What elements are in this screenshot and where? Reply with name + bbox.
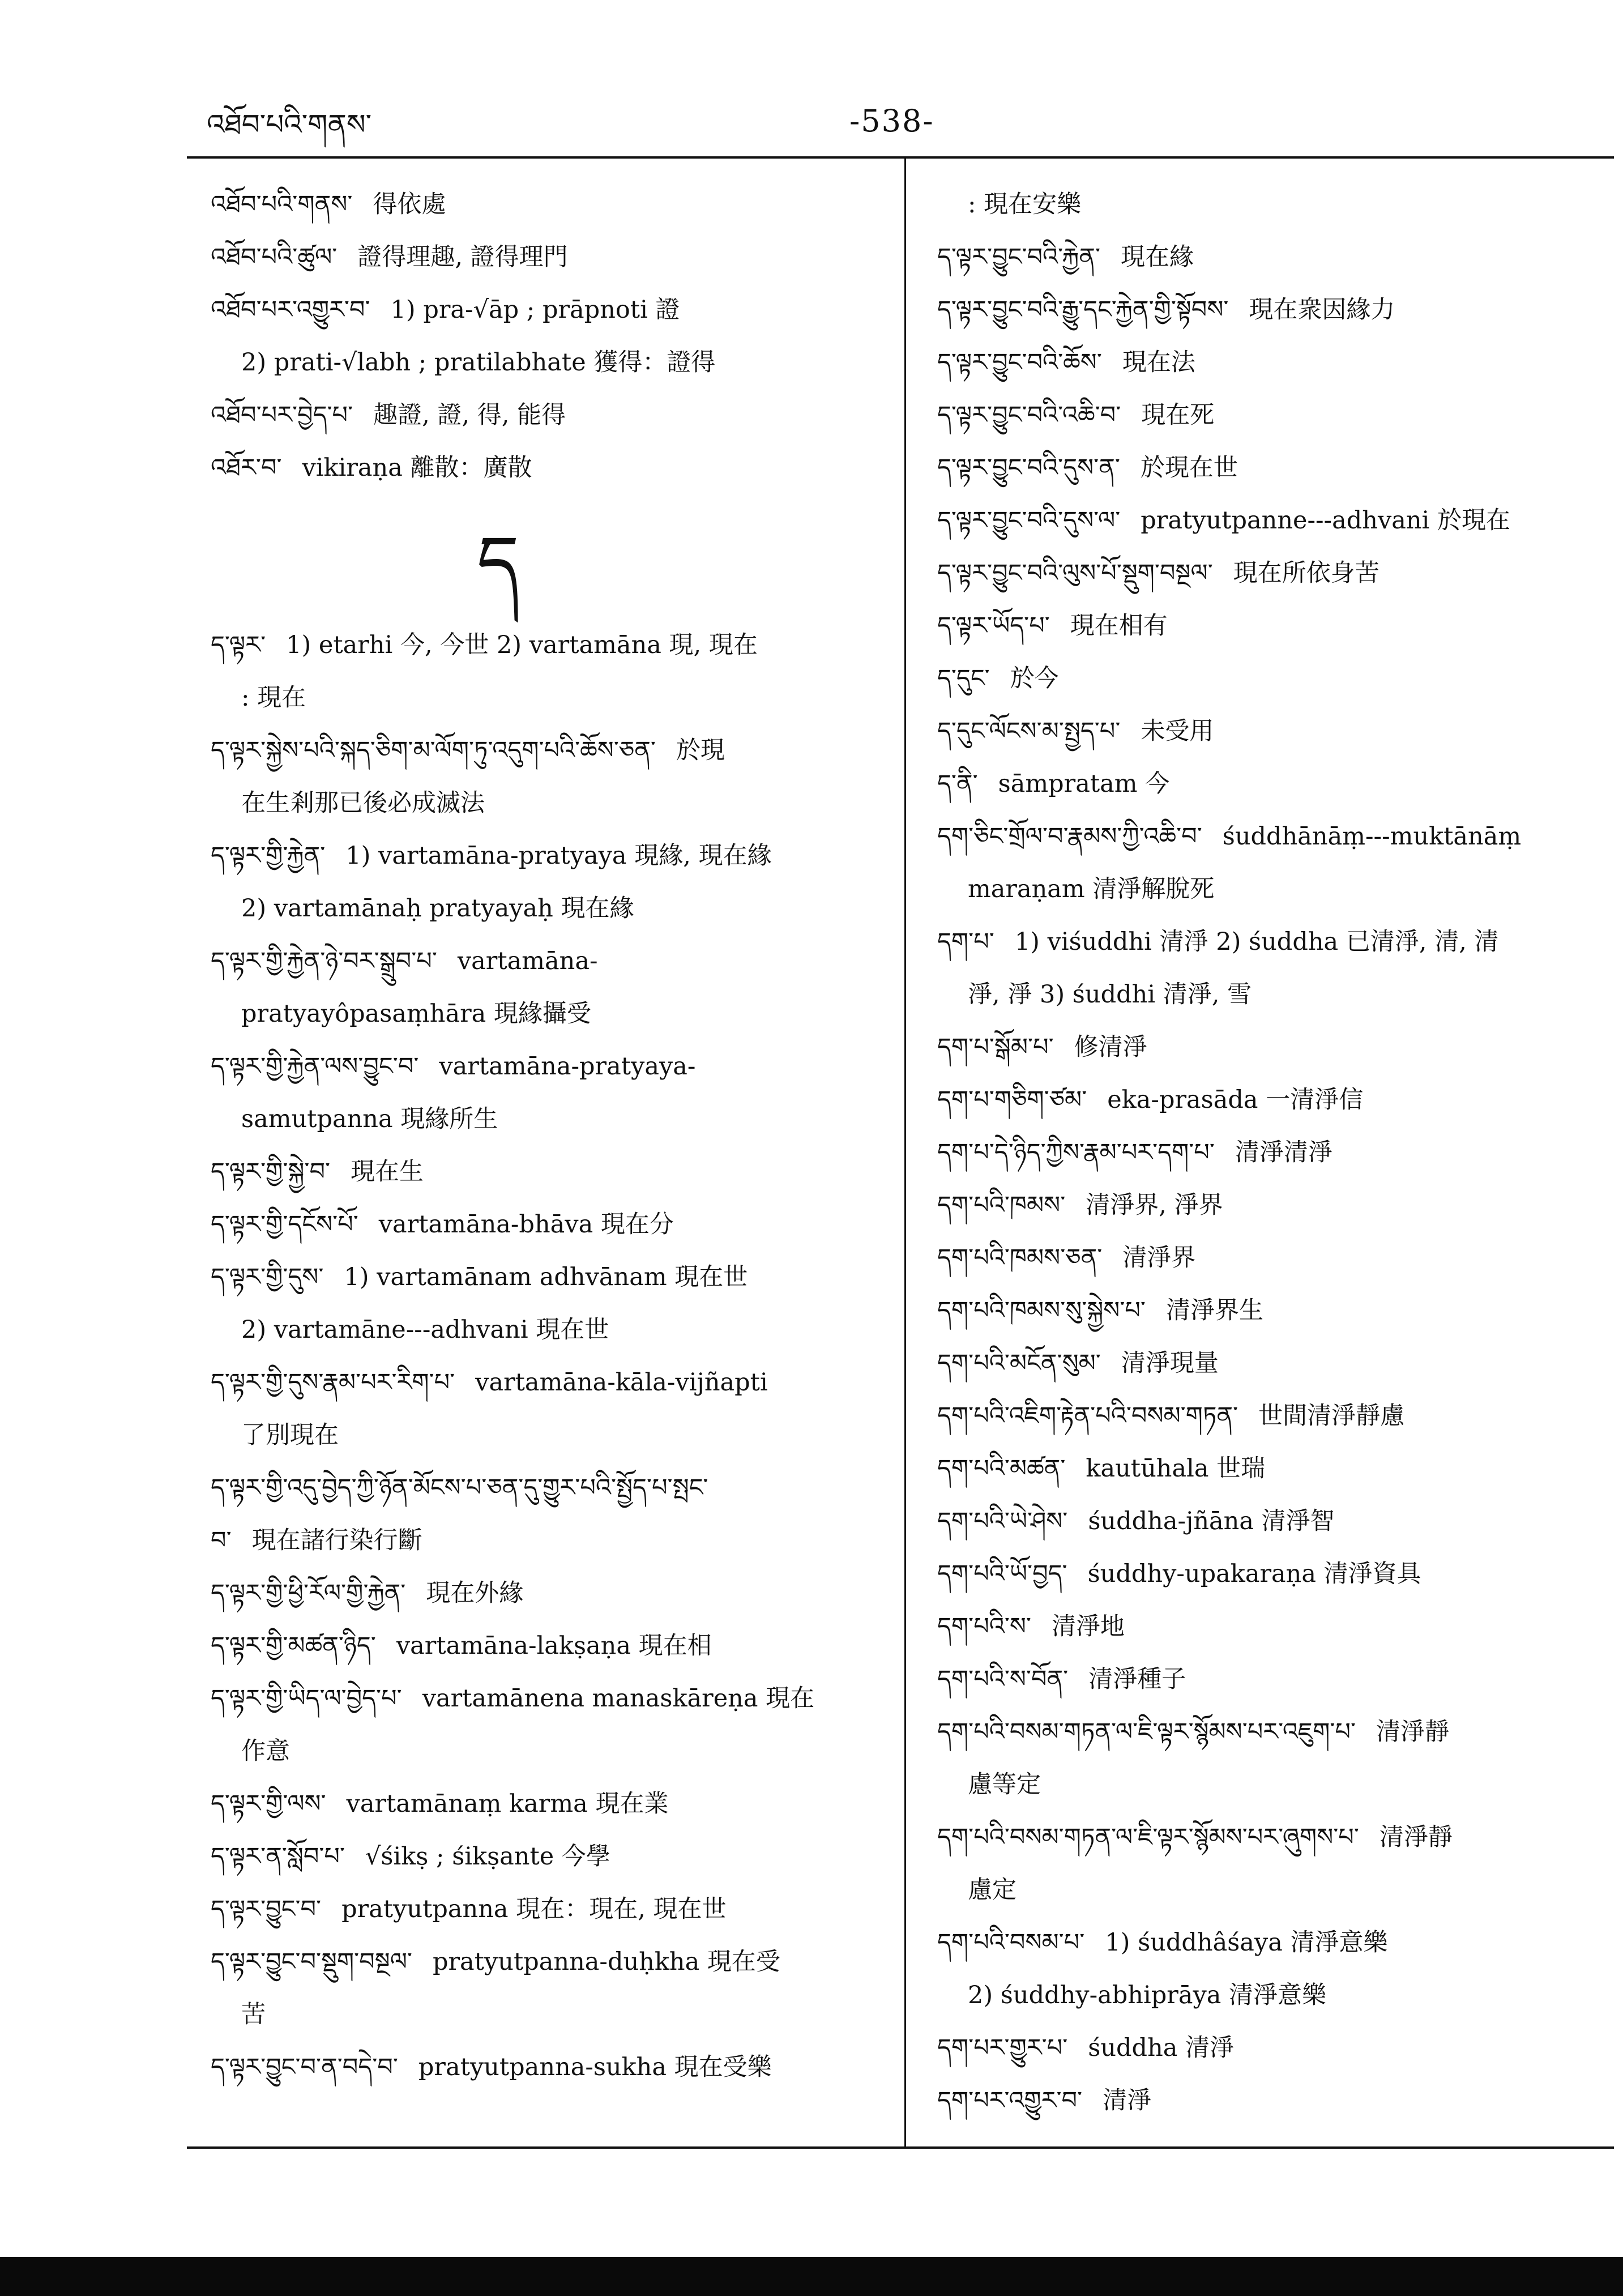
- tibetan-headword: ད་ལྟར་གྱི་རྐྱེན་ཉེ་བར་སྒྲུབ་པ་: [211, 947, 437, 975]
- dictionary-entry: [937, 389, 1608, 442]
- entry-continuation: [211, 336, 890, 389]
- entry-definition: 1) pra-√āp ; prāpnoti 證: [390, 296, 680, 324]
- tibetan-headword: འཐོབ་པའི་གནས་: [211, 190, 353, 219]
- tibetan-headword: ད་ལྟར་བྱུང་བའི་ཆོས་: [937, 348, 1102, 377]
- entry-definition: √śikṣ ; śikṣante 今學: [365, 1842, 610, 1871]
- right-column: [937, 178, 1608, 2127]
- dictionary-entry: [937, 1917, 1608, 1969]
- dictionary-entry: [937, 494, 1608, 547]
- tibetan-headword: དག་པའི་འཇིག་རྟེན་པའི་བསམ་གཏན་: [937, 1402, 1238, 1430]
- tibetan-headword: དག་པའི་ཁམས་སུ་སྐྱེས་པ་: [937, 1296, 1146, 1325]
- dictionary-entry: [937, 1232, 1608, 1284]
- entry-definition: 未受用: [1141, 717, 1214, 745]
- entry-definition: 在生剎那已後必成滅法: [241, 789, 485, 817]
- dictionary-entry: [937, 600, 1608, 652]
- dictionary-entry: [211, 1146, 890, 1198]
- entry-definition: 修清淨: [1074, 1033, 1147, 1061]
- dictionary-entry: [937, 2075, 1608, 2127]
- entry-definition: pratyayôpasaṃhāra 現緣攝受: [241, 1000, 591, 1028]
- tibetan-headword: དག་པའི་མཚན་: [937, 1454, 1066, 1483]
- entry-definition: 清淨界, 淨界: [1086, 1191, 1223, 1219]
- tibetan-headword: ད་ལྟར་གྱི་དུས་: [211, 1263, 324, 1291]
- section-letter: ད: [477, 519, 520, 605]
- tibetan-headword: ད་ལྟར་བྱུང་བ་སྡུག་བསྔལ་: [211, 1948, 412, 1976]
- entry-definition: vartamānaṃ karma 現在業: [346, 1790, 669, 1818]
- bottom-rule: [187, 2146, 1614, 2149]
- tibetan-headword: ད་ལྟར་སྐྱེས་པའི་སྐད་ཅིག་མ་ལོག་ཏུ་འདུག་པའི་ཆོས་ཅན་: [211, 736, 656, 765]
- entry-definition: pratyutpanna-sukha 現在受樂: [418, 2053, 772, 2081]
- entry-definition: vartamāna-pratyaya-: [439, 1052, 696, 1081]
- dictionary-entry: [211, 1778, 890, 1830]
- entry-definition: 淨, 淨 3) śuddhi 清淨, 雪: [968, 980, 1252, 1009]
- entry-definition: 1) vartamāna-pratyaya 現緣, 現在緣: [345, 842, 772, 870]
- top-rule: [187, 156, 1614, 159]
- tibetan-headword: དག་པའི་བསམ་པ་: [937, 1928, 1085, 1957]
- entry-continuation: [211, 1725, 890, 1778]
- dictionary-entry: [937, 1706, 1608, 1759]
- scan-edge-bar: [0, 2257, 1623, 2296]
- tibetan-headword: ད་ལྟར་གྱི་དངོས་པོ་: [211, 1210, 358, 1239]
- tibetan-headword: ད་ལྟར་གྱི་ཡིད་ལ་བྱེད་པ་: [211, 1684, 402, 1713]
- entry-definition: śuddhānāṃ---muktānāṃ: [1222, 822, 1522, 851]
- entry-definition: 慮等定: [968, 1770, 1041, 1799]
- entry-continuation: [211, 1304, 890, 1356]
- dictionary-entry: [937, 1443, 1608, 1495]
- tibetan-headword: དག་ཅིང་གྲོལ་བ་རྣམས་ཀྱི་འཆི་བ་: [937, 822, 1202, 851]
- entry-continuation: [937, 1759, 1608, 1811]
- dictionary-entry: [937, 705, 1608, 758]
- entry-definition: 清淨界: [1122, 1244, 1196, 1272]
- tibetan-headword: དག་པའི་ཡོ་བྱད་: [937, 1560, 1067, 1588]
- dictionary-entry: [937, 1074, 1608, 1126]
- entry-definition: 清淨界生: [1165, 1296, 1263, 1325]
- dictionary-entry: [211, 1356, 890, 1409]
- entry-definition: 趣證, 證, 得, 能得: [373, 401, 566, 429]
- dictionary-entry: [211, 1620, 890, 1672]
- entry-definition: pratyutpanna-duḥkha 現在受: [432, 1948, 780, 1976]
- dictionary-entry: [937, 1495, 1608, 1548]
- entry-definition: śuddha 清淨: [1088, 2034, 1235, 2062]
- dictionary-entry: [937, 284, 1608, 336]
- entry-definition: 清淨地: [1051, 1612, 1125, 1641]
- tibetan-headword: དག་པའི་བསམ་གཏན་ལ་ཇི་ལྟར་སྙོམས་པར་འཇུག་པ་: [937, 1718, 1356, 1746]
- entry-definition: 苦: [241, 2000, 266, 2029]
- tibetan-headword: ད་ལྟར་བྱུང་བའི་འཆི་བ་: [937, 401, 1121, 429]
- tibetan-headword: དག་པ་གཅིག་ཙམ་: [937, 1086, 1087, 1114]
- entry-definition: 於現: [676, 736, 725, 765]
- tibetan-headword: ད་ལྟར་གྱི་རྐྱེན་ལས་བྱུང་བ་: [211, 1052, 419, 1081]
- entry-definition: 清淨靜: [1379, 1823, 1453, 1851]
- dictionary-entry: [937, 1601, 1608, 1653]
- tibetan-headword: ད་ལྟར་གྱི་སྐྱེ་བ་: [211, 1158, 331, 1186]
- tibetan-headword: ད་ལྟར་གྱི་དུས་རྣམ་པར་རིག་པ་: [211, 1368, 455, 1397]
- dictionary-entry: [937, 1284, 1608, 1337]
- entry-definition: 清淨現量: [1121, 1349, 1219, 1377]
- entry-definition: 慮定: [968, 1876, 1016, 1904]
- entry-definition: 作意: [241, 1737, 290, 1765]
- entry-definition: 清淨靜: [1376, 1718, 1450, 1746]
- dictionary-entry: [211, 442, 890, 494]
- dictionary-entry: [211, 1462, 890, 1514]
- entry-definition: 現在相有: [1070, 612, 1168, 640]
- dictionary-entry: [211, 1936, 890, 1988]
- entry-definition: 現在諸行染行斷: [251, 1526, 422, 1555]
- dictionary-entry: [211, 724, 890, 777]
- dictionary-entry: [937, 1179, 1608, 1232]
- entry-definition: 於今: [1010, 664, 1059, 693]
- entry-continuation: [211, 988, 890, 1040]
- entry-definition: 現在外緣: [426, 1579, 524, 1607]
- entry-continuation: [211, 882, 890, 935]
- tibetan-headword: ད་ལྟར་བྱུང་བ་: [211, 1895, 322, 1923]
- tibetan-headword: དག་པའི་ཁམས་: [937, 1191, 1066, 1219]
- tibetan-headword: དག་པར་འགྱུར་བ་: [937, 2086, 1083, 2115]
- entry-definition: pratyutpanna 現在：現在, 現在世: [341, 1895, 727, 1923]
- dictionary-entry: [211, 830, 890, 882]
- entry-definition: 清淨: [1103, 2086, 1152, 2115]
- dictionary-entry: [211, 935, 890, 988]
- entry-definition: 2) vartamāne---adhvani 現在世: [241, 1316, 609, 1344]
- tibetan-headword: ད་ལྟར་བྱུང་བའི་དུས་ལ་: [937, 506, 1121, 535]
- entry-definition: 現在生: [351, 1158, 424, 1186]
- entry-definition: 現在死: [1141, 401, 1215, 429]
- tibetan-headword: འཐོབ་པར་འགྱུར་བ་: [211, 296, 370, 324]
- dictionary-entry: [211, 178, 890, 231]
- dictionary-entry: [211, 1830, 890, 1883]
- entry-definition: eka-prasāda 一清淨信: [1107, 1086, 1364, 1114]
- running-head: འཐོབ་པའི་གནས་: [207, 108, 372, 141]
- tibetan-headword: ད་ལྟར་ཡོད་པ་: [937, 612, 1050, 640]
- tibetan-headword: ད་ལྟར་: [211, 631, 266, 659]
- dictionary-entry: [211, 619, 890, 672]
- dictionary-entry: [211, 1883, 890, 1936]
- dictionary-entry: [937, 1811, 1608, 1864]
- entry-definition: 1) etarhi 今, 今世 2) vartamāna 現, 現在: [286, 631, 758, 659]
- entry-definition: vartamāna-lakṣaṇa 現在相: [396, 1632, 712, 1660]
- dictionary-entry: [937, 1390, 1608, 1443]
- column-divider: [904, 156, 906, 2146]
- tibetan-headword: དག་པ་སྒོམ་པ་: [937, 1033, 1054, 1061]
- tibetan-headword: འཐོབ་པའི་ཚུལ་: [211, 243, 338, 271]
- entry-definition: maraṇam 清淨解脫死: [968, 875, 1215, 903]
- entry-definition: pratyutpanne---adhvani 於現在: [1141, 506, 1510, 535]
- entry-continuation: [937, 968, 1608, 1021]
- tibetan-headword: དག་པའི་ས་: [937, 1612, 1031, 1641]
- entry-definition: 世間清淨靜慮: [1258, 1402, 1405, 1430]
- entry-definition: 得依處: [373, 190, 446, 219]
- entry-definition: samutpanna 現緣所生: [241, 1105, 498, 1133]
- entry-continuation: [211, 1093, 890, 1146]
- dictionary-entry: [937, 1021, 1608, 1074]
- tibetan-headword: འཐོར་བ་: [211, 454, 282, 482]
- tibetan-headword: ད་ལྟར་བྱུང་བའི་ལུས་པོ་སྡུག་བསྔལ་: [937, 559, 1213, 587]
- tibetan-headword: ད་ལྟར་གྱི་འདུ་བྱེད་ཀྱི་ཉོན་མོངས་པ་ཅན་དུ་གྱུར་པའི་སྤྱོད་པ་སྤང་: [211, 1474, 708, 1502]
- entry-definition: 2) prati-√labh ; pratilabhate 獲得：證得: [241, 348, 716, 377]
- entry-definition: sāmpratam 今: [998, 770, 1170, 798]
- tibetan-headword: དག་པར་གྱུར་པ་: [937, 2034, 1068, 2062]
- tibetan-headword: དག་པའི་ས་བོན་: [937, 1665, 1069, 1693]
- entry-definition: 現在所依身苦: [1233, 559, 1379, 587]
- entry-definition: śuddhy-upakaraṇa 清淨資具: [1087, 1560, 1421, 1588]
- tibetan-headword: དག་པའི་ཡེ་ཤེས་: [937, 1507, 1068, 1535]
- dictionary-entry: [937, 652, 1608, 705]
- entry-definition: 1) vartamānam adhvānam 現在世: [344, 1263, 748, 1291]
- entry-definition: 了別現在: [241, 1421, 339, 1449]
- entry-continuation: [937, 178, 1608, 231]
- entry-definition: vikiraṇa 離散：廣散: [302, 454, 532, 482]
- entry-continuation: [211, 672, 890, 724]
- tibetan-headword: དག་པ་དེ་ཉིད་ཀྱིས་རྣམ་པར་དག་པ་: [937, 1138, 1215, 1167]
- entry-definition: 清淨種子: [1088, 1665, 1186, 1693]
- tibetan-headword: ད་ལྟར་གྱི་རྐྱེན་: [211, 842, 326, 870]
- entry-definition: 1) śuddhâśaya 清淨意樂: [1105, 1928, 1388, 1957]
- entry-definition: vartamāna-bhāva 現在分: [378, 1210, 674, 1239]
- tibetan-headword: ད་ལྟར་བྱུང་བའི་རྐྱེན་: [937, 243, 1101, 271]
- dictionary-entry: [937, 810, 1608, 863]
- tibetan-headword: དག་པ་: [937, 928, 994, 956]
- entry-definition: 1) viśuddhi 清淨 2) śuddha 已清淨, 清, 清: [1014, 928, 1499, 956]
- tibetan-headword: འཐོབ་པར་བྱེད་པ་: [211, 401, 353, 429]
- dictionary-entry: [937, 547, 1608, 600]
- dictionary-entry: [937, 336, 1608, 389]
- dictionary-entry: [937, 1548, 1608, 1601]
- dictionary-entry: [211, 1514, 890, 1567]
- tibetan-headword: ད་ལྟར་བྱུང་བའི་རྒྱུ་དང་རྐྱེན་གྱི་སྟོབས་: [937, 296, 1229, 324]
- entry-definition: 清淨清淨: [1235, 1138, 1332, 1167]
- entry-continuation: [937, 1864, 1608, 1917]
- entry-definition: 現在法: [1122, 348, 1195, 377]
- entry-definition: 於現在世: [1140, 454, 1238, 482]
- tibetan-headword: ད་ལྟར་བྱུང་བ་ན་བདེ་བ་: [211, 2053, 398, 2081]
- entry-definition: 現在衆因緣力: [1249, 296, 1395, 324]
- tibetan-headword: ད་ལྟར་གྱི་ཕྱི་རོལ་གྱི་རྐྱེན་: [211, 1579, 406, 1607]
- dictionary-entry: [937, 1337, 1608, 1390]
- entry-definition: 證得理趣, 證得理門: [357, 243, 568, 271]
- entry-definition: 現在緣: [1121, 243, 1194, 271]
- dictionary-entry: [211, 1672, 890, 1725]
- entry-definition: vartamānena manaskāreṇa 現在: [422, 1684, 815, 1713]
- tibetan-headword: ད་དུང་ལོངས་མ་སྤྱད་པ་: [937, 717, 1121, 745]
- dictionary-entry: [937, 2022, 1608, 2075]
- dictionary-entry: [937, 916, 1608, 968]
- tibetan-headword: བ་: [211, 1526, 232, 1555]
- tibetan-headword: ད་དུང་: [937, 664, 990, 693]
- entry-definition: : 現在安樂: [968, 190, 1082, 219]
- dictionary-entry: [211, 2041, 890, 2094]
- dictionary-entry: [937, 1126, 1608, 1179]
- entry-definition: śuddha-jñāna 清淨智: [1088, 1507, 1335, 1535]
- dictionary-entry: [211, 231, 890, 284]
- entry-definition: 2) vartamānaḥ pratyayaḥ 現在緣: [241, 894, 634, 923]
- entry-definition: 2) śuddhy-abhiprāya 清淨意樂: [968, 1981, 1327, 2009]
- entry-definition: vartamāna-: [457, 947, 598, 975]
- dictionary-entry: [211, 1040, 890, 1093]
- entry-continuation: [211, 777, 890, 830]
- entry-definition: kautūhala 世瑞: [1086, 1454, 1266, 1483]
- entry-definition: : 現在: [241, 684, 306, 712]
- dictionary-entry: [211, 389, 890, 442]
- tibetan-headword: ད་ནི་: [937, 770, 978, 798]
- tibetan-headword: དག་པའི་མངོན་སུམ་: [937, 1349, 1101, 1377]
- tibetan-headword: དག་པའི་ཁམས་ཅན་: [937, 1244, 1103, 1272]
- dictionary-entry: [937, 1653, 1608, 1706]
- entry-definition: vartamāna-kāla-vijñapti: [475, 1368, 768, 1397]
- left-column: [211, 178, 890, 2094]
- dictionary-entry: [937, 231, 1608, 284]
- tibetan-headword: ད་ལྟར་ན་སློབ་པ་: [211, 1842, 345, 1871]
- entry-continuation: [211, 1409, 890, 1462]
- page-number: -538-: [849, 103, 934, 139]
- entry-continuation: [211, 1988, 890, 2041]
- dictionary-entry: [211, 1567, 890, 1620]
- dictionary-entry: [211, 1198, 890, 1251]
- dictionary-entry: [937, 442, 1608, 494]
- entry-continuation: [937, 863, 1608, 916]
- dictionary-entry: [211, 284, 890, 336]
- tibetan-headword: དག་པའི་བསམ་གཏན་ལ་ཇི་ལྟར་སྙོམས་པར་ཞུགས་པ་: [937, 1823, 1359, 1851]
- tibetan-headword: ད་ལྟར་གྱི་མཚན་ཉིད་: [211, 1632, 376, 1660]
- entry-continuation: [937, 1969, 1608, 2022]
- dictionary-entry: [937, 758, 1608, 810]
- tibetan-headword: ད་ལྟར་གྱི་ལས་: [211, 1790, 326, 1818]
- dictionary-entry: [211, 1251, 890, 1304]
- tibetan-headword: ད་ལྟར་བྱུང་བའི་དུས་ན་: [937, 454, 1120, 482]
